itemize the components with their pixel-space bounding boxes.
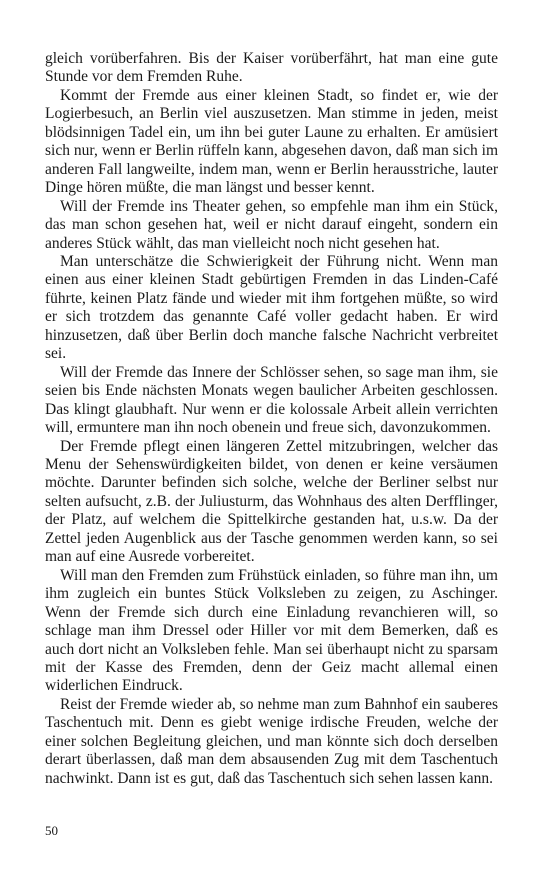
page-number: 50 [45,823,58,838]
paragraph-3: Will der Fremde ins Theater gehen, so empfehle man ihm ein Stück, das man schon gesehen hat, weil er nicht darauf eingeht, sondern ein anderes Stück wählt, das man vielleicht noch nicht gesehen hat. [45,197,498,252]
paragraph-5: Will der Fremde das Innere der Schlösser sehen, so sage man ihm, sie seien bis Ende nächsten Monats wegen baulicher Arbeiten geschlossen. Das klingt glaubhaft. Nur wenn er die kolossale Arbeit allein verrichten will, ermuntere man ihn noch obenein und freue sich, davonzukommen. [45,363,498,437]
paragraph-7: Will man den Fremden zum Frühstück einladen, so führe man ihn, um ihm zugleich ein buntes Stück Volksleben zu zeigen, zu Aschinger. Wenn der Fremde sich durch eine Einladung revanchieren will, so schlage man ihm Dressel oder Hiller vor mit dem Bemerken, daß es auch dort nicht an Volksleben fehle. Man sei überhaupt nicht zu sparsam mit der Kasse des Fremden, denn der Geiz macht allemal einen widerlichen Eindruck. [45,566,498,695]
page-body [45,50,498,788]
paragraph-8: Reist der Fremde wieder ab, so nehme man zum Bahnhof ein sauberes Taschentuch mit. Denn es giebt wenige irdische Freuden, welche der einer solchen Begleitung gleichen, und man könnte sich doch derselben derart überlassen, daß man dem absausenden Zug mit dem Taschentuch nachwinkt. Dann ist es gut, daß das Taschentuch sich sehen lassen kann. [45,695,498,787]
paragraph-1: gleich vorüberfahren. Bis der Kaiser vorüberfährt, hat man eine gute Stunde vor dem Fremden Ruhe. [45,50,498,86]
paragraph-4: Man unterschätze die Schwierigkeit der Führung nicht. Wenn man einen aus einer kleinen Stadt gebürtigen Fremden in das Linden-Café führte, keinen Platz fände und wieder mit ihm fortgehen müßte, so wird er sich trotzdem das genannte Café voller gedacht haben. Er wird hinzusetzen, daß über Berlin doch manche falsche Nachricht verbreitet sei. [45,252,498,363]
paragraph-2: Kommt der Fremde aus einer kleinen Stadt, so findet er, wie der Logierbesuch, an Berlin viel auszusetzen. Man stimme in jeden, meist blödsinnigen Tadel ein, um ihn bei guter Laune zu erhalten. Er amüsiert sich nur, wenn er Berlin rüffeln kann, abgesehen davon, daß man sich im anderen Fall langweilte, indem man, wenn er Berlin herausstriche, lauter Dinge hören müßte, die man längst und besser kennt. [45,86,498,197]
paragraph-6: Der Fremde pflegt einen längeren Zettel mitzubringen, welcher das Menu der Sehenswürdigkeiten bildet, von denen er keine versäumen möchte. Darunter befinden sich solche, welche der Berliner selbst nur selten aufsucht, z.B. der Juliusturm, das Wohnhaus des alten Derfflinger, der Platz, auf welchem die Spittelkirche gestanden hat, u.s.w. Da der Zettel jeden Augenblick aus der Tasche genommen werden kann, so sei man auf eine Ausrede vorbereitet. [45,437,498,566]
